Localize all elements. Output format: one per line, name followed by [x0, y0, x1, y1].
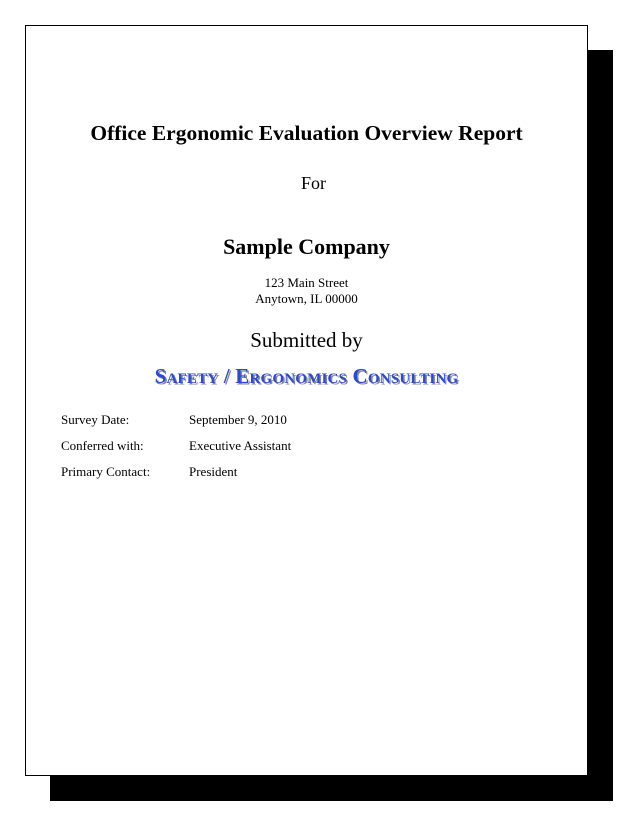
survey-date-value: September 9, 2010 — [189, 412, 287, 427]
consulting-firm-name: Safety / Ergonomics Consulting — [154, 364, 459, 388]
conferred-with-label: Conferred with: — [61, 438, 144, 453]
primary-contact-label: Primary Contact: — [61, 464, 151, 479]
document-page — [25, 25, 588, 776]
primary-contact-value: President — [189, 464, 238, 479]
for-label: For — [300, 173, 326, 193]
address-line-2: Anytown, IL 00000 — [255, 291, 358, 306]
address-line-1: 123 Main Street — [264, 275, 349, 290]
submitted-by-label: Submitted by — [250, 328, 363, 352]
survey-date-label: Survey Date: — [61, 412, 130, 427]
report-title: Office Ergonomic Evaluation Overview Report — [90, 121, 523, 145]
conferred-with-value: Executive Assistant — [189, 438, 292, 453]
company-name: Sample Company — [223, 234, 390, 259]
